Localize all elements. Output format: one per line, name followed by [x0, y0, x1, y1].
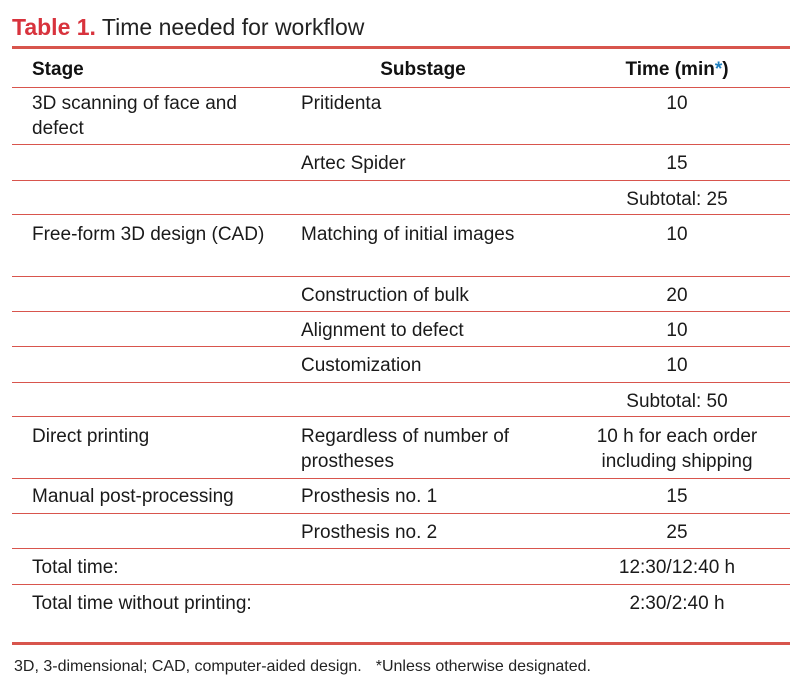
time-cell: 10 — [666, 93, 688, 114]
substage-cell: Construction of bulk — [301, 285, 469, 306]
footnote-note: *Unless otherwise designated. — [375, 658, 591, 675]
header-time-prefix: Time (min — [625, 59, 715, 80]
row-divider — [12, 382, 790, 383]
table-title — [12, 12, 364, 42]
table-footnote — [14, 656, 591, 678]
substage-cell: Alignment to defect — [301, 320, 464, 341]
time-cell: 25 — [666, 522, 688, 543]
substage-cell: Matching of initial images — [301, 224, 515, 245]
stage-cell: Manual post-processing — [32, 486, 234, 507]
row-divider — [12, 584, 790, 585]
bottom-rule — [12, 642, 790, 645]
footnote-abbreviations: 3D, 3-dimensional; CAD, computer-aided design. — [14, 658, 362, 675]
subtotal-cell: Subtotal: 25 — [626, 189, 728, 210]
row-divider — [12, 214, 790, 215]
row-divider — [12, 180, 790, 181]
table-caption: Time needed for workflow — [101, 14, 365, 40]
row-divider — [12, 144, 790, 145]
header-substage: Substage — [380, 59, 466, 80]
row-divider — [12, 513, 790, 514]
total-label: Total time: — [32, 557, 119, 578]
row-divider — [12, 346, 790, 347]
header-rule — [12, 87, 790, 88]
header-stage: Stage — [32, 59, 84, 80]
stage-cell: Free-form 3D design (CAD) — [32, 224, 265, 245]
substage-cell: Customization — [301, 355, 422, 376]
total-without-printing-value: 2:30/2:40 h — [629, 593, 725, 614]
time-cell: 15 — [666, 486, 688, 507]
time-cell: 10 — [666, 224, 688, 245]
total-without-printing-label: Total time without printing: — [32, 593, 252, 614]
time-cell: 10 — [666, 320, 688, 341]
substage-cell: Prosthesis no. 1 — [301, 486, 438, 507]
substage-cell: Artec Spider — [301, 153, 406, 174]
row-divider — [12, 478, 790, 479]
total-value: 12:30/12:40 h — [618, 557, 736, 578]
stage-cell: 3D scanning of face and defect — [32, 93, 237, 139]
time-cell: 10 — [666, 355, 688, 376]
substage-cell: Pritidenta — [301, 93, 382, 114]
time-cell: 15 — [666, 153, 688, 174]
time-cell: 20 — [666, 285, 688, 306]
time-cell: 10 h for each order including shipping — [596, 426, 758, 472]
header-time-star: * — [714, 59, 723, 80]
header-time-suffix: ) — [722, 59, 729, 80]
row-divider — [12, 548, 790, 549]
top-rule — [12, 46, 790, 49]
table-label: Table 1. — [12, 14, 96, 40]
subtotal-cell: Subtotal: 50 — [626, 391, 728, 412]
stage-cell: Direct printing — [32, 426, 150, 447]
header-time — [572, 57, 782, 82]
substage-cell: Prosthesis no. 2 — [301, 522, 438, 543]
row-divider — [12, 311, 790, 312]
row-divider — [12, 416, 790, 417]
substage-cell: Regardless of number of prostheses — [301, 426, 510, 472]
row-divider — [12, 276, 790, 277]
